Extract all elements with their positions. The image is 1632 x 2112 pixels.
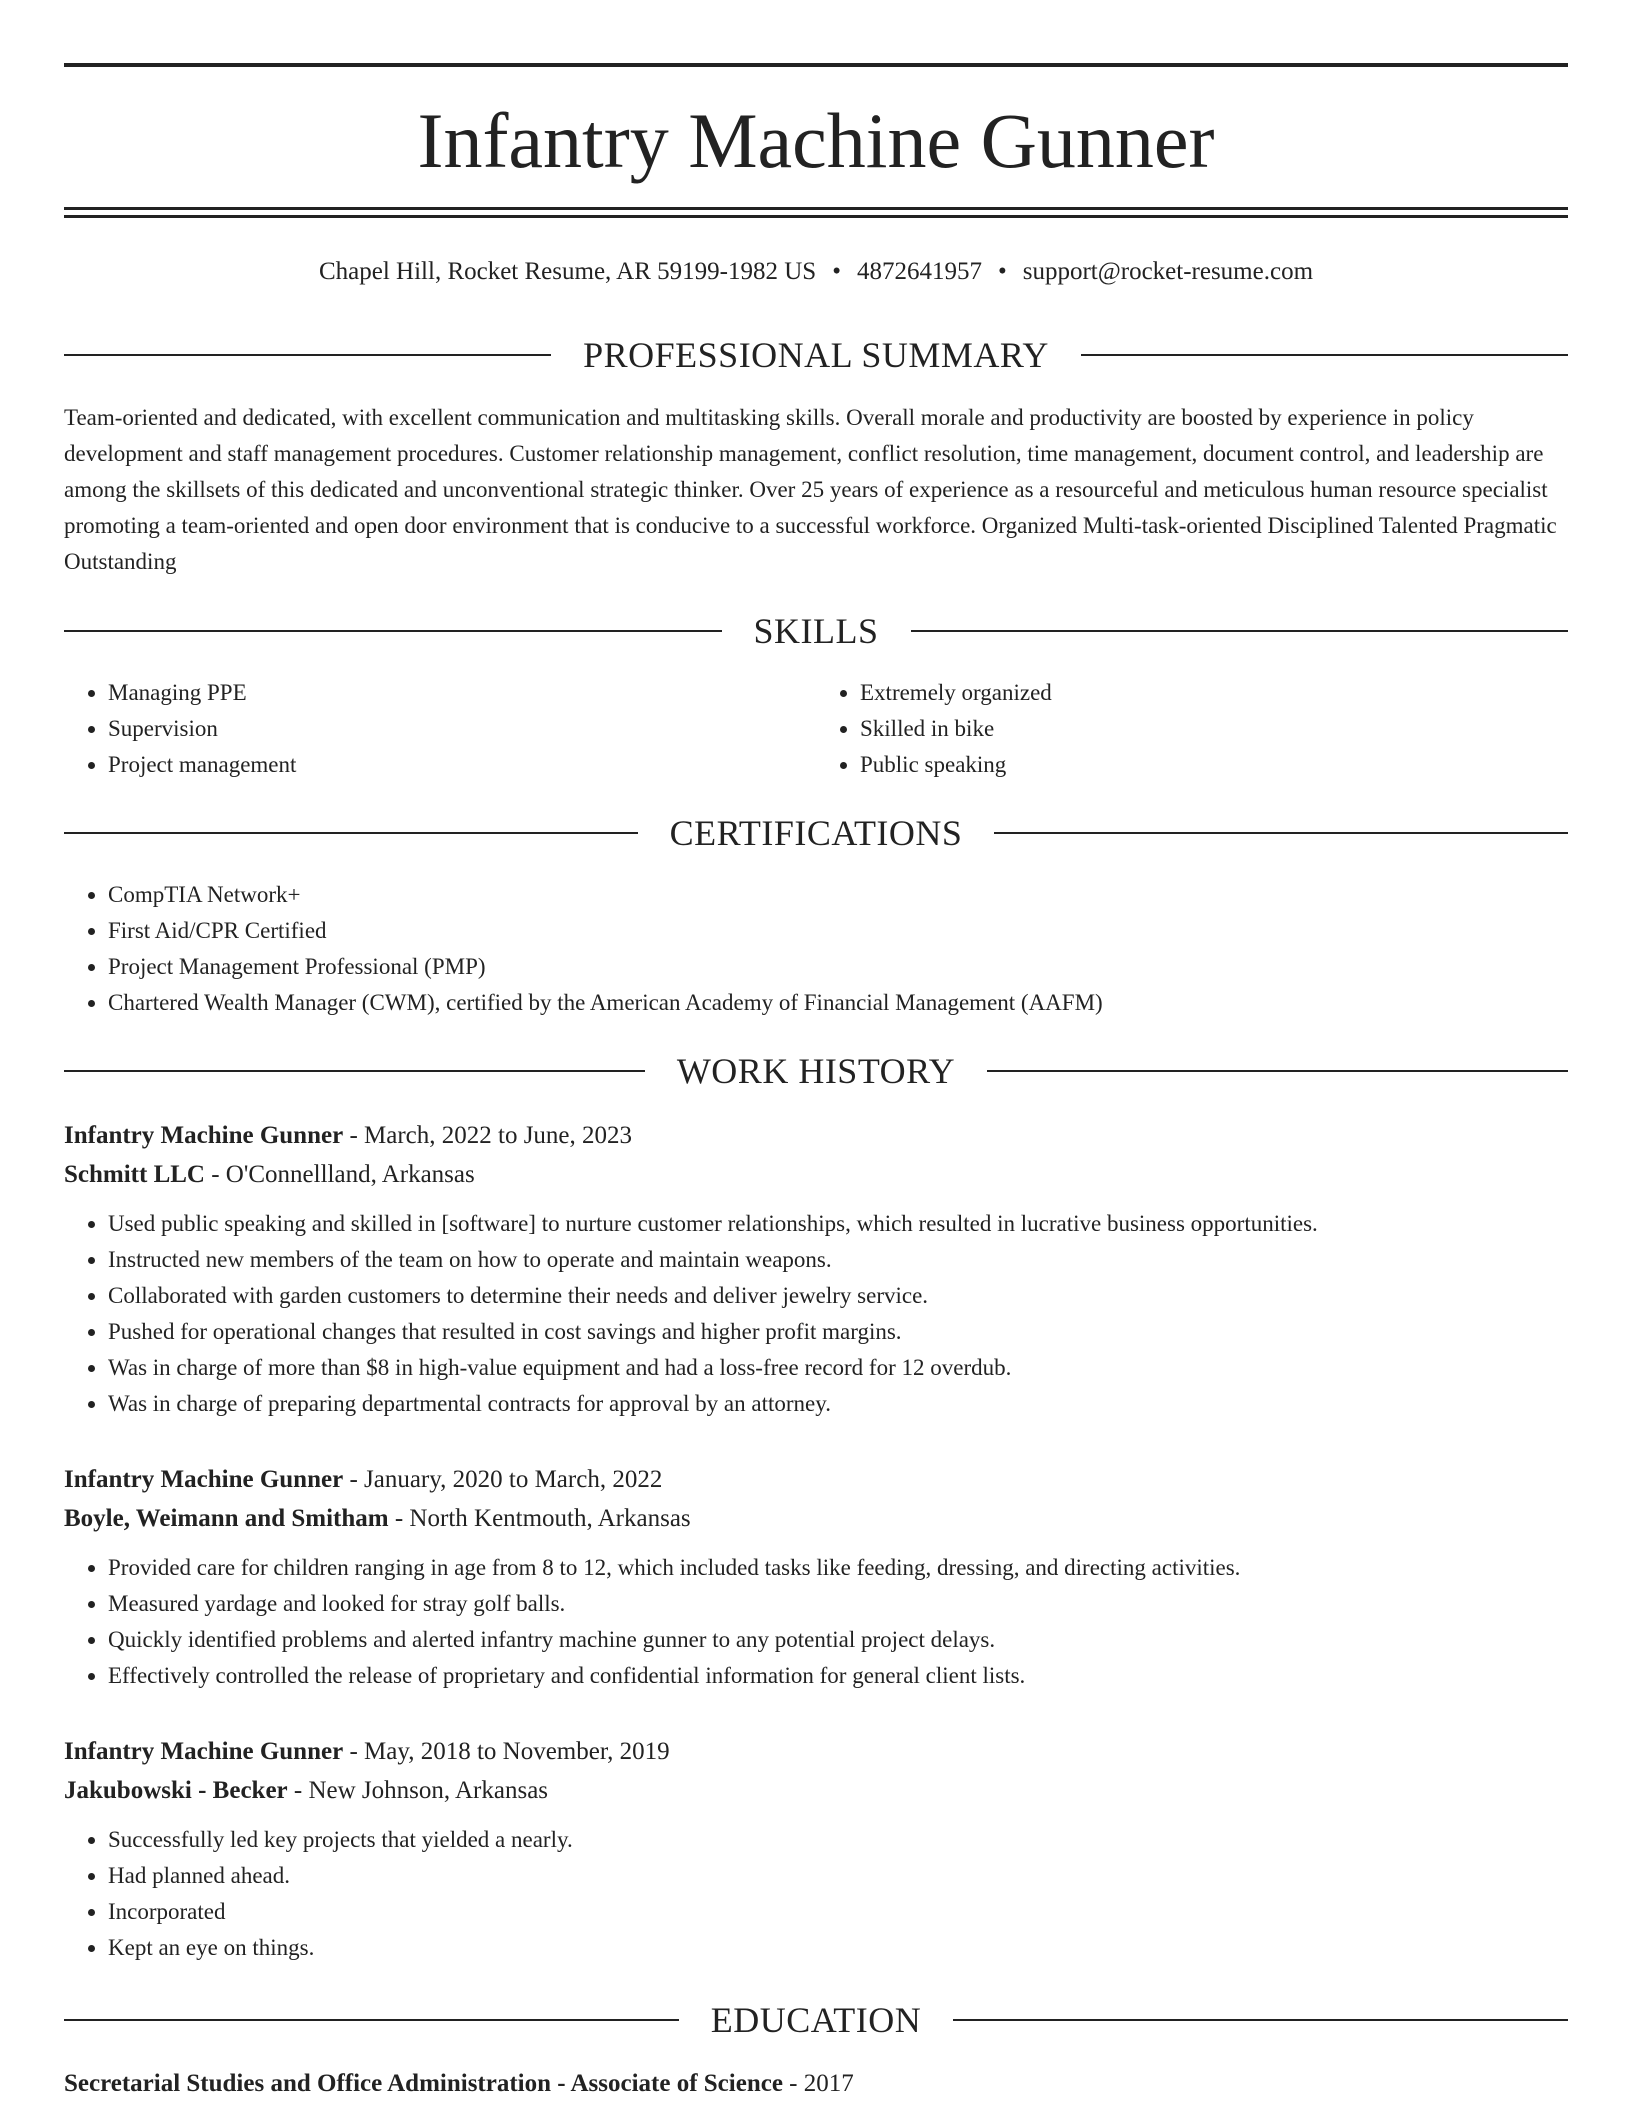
skill-item: • Skilled in bike bbox=[860, 711, 1568, 747]
skills-column-left bbox=[64, 675, 816, 783]
skill-item: • Project management bbox=[108, 747, 816, 783]
section-heading-work-history bbox=[64, 1047, 1568, 1095]
job-title: Infantry Machine Gunner bbox=[64, 1122, 344, 1149]
certification-item: • Project Management Professional (PMP) bbox=[108, 949, 1568, 985]
contact-separator: • bbox=[997, 258, 1007, 285]
heading-rule-left bbox=[64, 1070, 645, 1072]
heading-rule-right bbox=[994, 832, 1568, 834]
contact-email: support@rocket-resume.com bbox=[1022, 258, 1314, 285]
job-bullet: • Measured yardage and looked for stray golf balls. bbox=[108, 1586, 1568, 1622]
job-title: Infantry Machine Gunner bbox=[64, 1466, 344, 1493]
job-location: - North Kentmouth, Arkansas bbox=[394, 1505, 691, 1532]
section-title: CERTIFICATIONS bbox=[669, 813, 963, 853]
section-heading-summary bbox=[64, 331, 1568, 379]
job-company: Boyle, Weimann and Smitham bbox=[64, 1505, 389, 1532]
job-dates: - January, 2020 to March, 2022 bbox=[349, 1466, 663, 1493]
job-bullet: • Provided care for children ranging in age from 8 to 12, which included tasks like feeding, dressing, and directing activities. bbox=[108, 1550, 1568, 1586]
heading-rule-left bbox=[64, 832, 638, 834]
heading-rule-left bbox=[64, 2019, 679, 2021]
heading-rule-left bbox=[64, 630, 722, 632]
job-title: Infantry Machine Gunner bbox=[64, 1738, 344, 1765]
job-bullet: • Used public speaking and skilled in [software] to nurture customer relationships, which resulted in lucrative business opportunities. bbox=[108, 1206, 1568, 1242]
heading-rule-right bbox=[987, 1070, 1568, 1072]
job-title-line bbox=[64, 1732, 1568, 1771]
job-company-line bbox=[64, 1771, 1568, 1810]
job-bullet: • Successfully led key projects that yielded a nearly. bbox=[108, 1822, 1568, 1858]
job-bullet: • Was in charge of more than $8 in high-value equipment and had a loss-free record for 12 overdub. bbox=[108, 1350, 1568, 1386]
skill-item: • Public speaking bbox=[860, 747, 1568, 783]
resume-name: Infantry Machine Gunner bbox=[417, 97, 1215, 184]
heading-rule-left bbox=[64, 354, 551, 356]
skill-item: • Managing PPE bbox=[108, 675, 816, 711]
education-year: - 2017 bbox=[789, 2070, 854, 2097]
certifications-list bbox=[64, 877, 1568, 1021]
job-location: - O'Connellland, Arkansas bbox=[211, 1161, 475, 1188]
contact-line bbox=[64, 252, 1568, 292]
contact-separator: • bbox=[832, 258, 841, 285]
heading-rule-right bbox=[953, 2019, 1568, 2021]
job-dates: - May, 2018 to November, 2019 bbox=[349, 1738, 670, 1765]
education-entry bbox=[64, 2064, 1568, 2103]
job-location: - New Johnson, Arkansas bbox=[293, 1777, 549, 1804]
heading-rule-right bbox=[1081, 354, 1568, 356]
job-company: Schmitt LLC bbox=[64, 1161, 205, 1188]
double-rule bbox=[64, 207, 1568, 218]
section-title: WORK HISTORY bbox=[676, 1051, 956, 1091]
job-title-line bbox=[64, 1116, 1568, 1155]
section-heading-certifications bbox=[64, 809, 1568, 857]
job-bullet: • Had planned ahead. bbox=[108, 1858, 1568, 1894]
job-bullet: • Kept an eye on things. bbox=[108, 1930, 1568, 1966]
section-heading-skills bbox=[64, 607, 1568, 655]
top-rule bbox=[64, 63, 1568, 67]
job-bullet: • Instructed new members of the team on how to operate and maintain weapons. bbox=[108, 1242, 1568, 1278]
job-bullet: • Was in charge of preparing departmental contracts for approval by an attorney. bbox=[108, 1386, 1568, 1422]
job-company: Jakubowski - Becker bbox=[64, 1777, 288, 1804]
job-bullet: • Collaborated with garden customers to determine their needs and deliver jewelry service. bbox=[108, 1278, 1568, 1314]
job-bullets bbox=[64, 1206, 1568, 1422]
skills-list bbox=[64, 675, 1568, 783]
job-entry bbox=[64, 1460, 1568, 1694]
section-title: PROFESSIONAL SUMMARY bbox=[583, 335, 1049, 375]
certification-item: • First Aid/CPR Certified bbox=[108, 913, 1568, 949]
job-entry bbox=[64, 1116, 1568, 1422]
job-bullet: • Quickly identified problems and alerted infantry machine gunner to any potential project delays. bbox=[108, 1622, 1568, 1658]
job-bullets bbox=[64, 1822, 1568, 1966]
job-bullet: • Pushed for operational changes that resulted in cost savings and higher profit margins. bbox=[108, 1314, 1568, 1350]
job-company-line bbox=[64, 1499, 1568, 1538]
certification-item: • Chartered Wealth Manager (CWM), certified by the American Academy of Financial Management (AAFM) bbox=[108, 985, 1568, 1021]
job-dates: - March, 2022 to June, 2023 bbox=[349, 1122, 633, 1149]
section-title: SKILLS bbox=[753, 611, 879, 651]
skill-item: • Extremely organized bbox=[860, 675, 1568, 711]
job-company-line bbox=[64, 1155, 1568, 1194]
summary-text: Team-oriented and dedicated, with excellent communication and multitasking skills. Overall morale and productivity are boosted by experience in policy development and staff management procedures. Customer relationship management, conflict resolution, time management, document control, and leadership are among the skillsets of this dedicated and unconventional strategic thinker. Over 25 years of experience as a resourceful and meticulous human resource specialist promoting a team-oriented and open door environment that is conducive to a successful workforce. Organized Multi-task-oriented Disciplined Talented Pragmatic Outstanding bbox=[64, 405, 1557, 574]
skill-item: • Supervision bbox=[108, 711, 816, 747]
certification-item: • CompTIA Network+ bbox=[108, 877, 1568, 913]
education-degree: Secretarial Studies and Office Administration - Associate of Science bbox=[64, 2070, 783, 2097]
job-entry bbox=[64, 1732, 1568, 1966]
job-bullet: • Incorporated bbox=[108, 1894, 1568, 1930]
job-bullets bbox=[64, 1550, 1568, 1694]
heading-rule-right bbox=[911, 630, 1569, 632]
contact-phone: 4872641957 bbox=[856, 258, 982, 285]
job-title-line bbox=[64, 1460, 1568, 1499]
job-bullet: • Effectively controlled the release of proprietary and confidential information for general client lists. bbox=[108, 1658, 1568, 1694]
skills-column-right bbox=[816, 675, 1568, 783]
section-heading-education bbox=[64, 1996, 1568, 2044]
contact-address: Chapel Hill, Rocket Resume, AR 59199-1982 US bbox=[318, 258, 817, 285]
section-title: EDUCATION bbox=[710, 2000, 922, 2040]
